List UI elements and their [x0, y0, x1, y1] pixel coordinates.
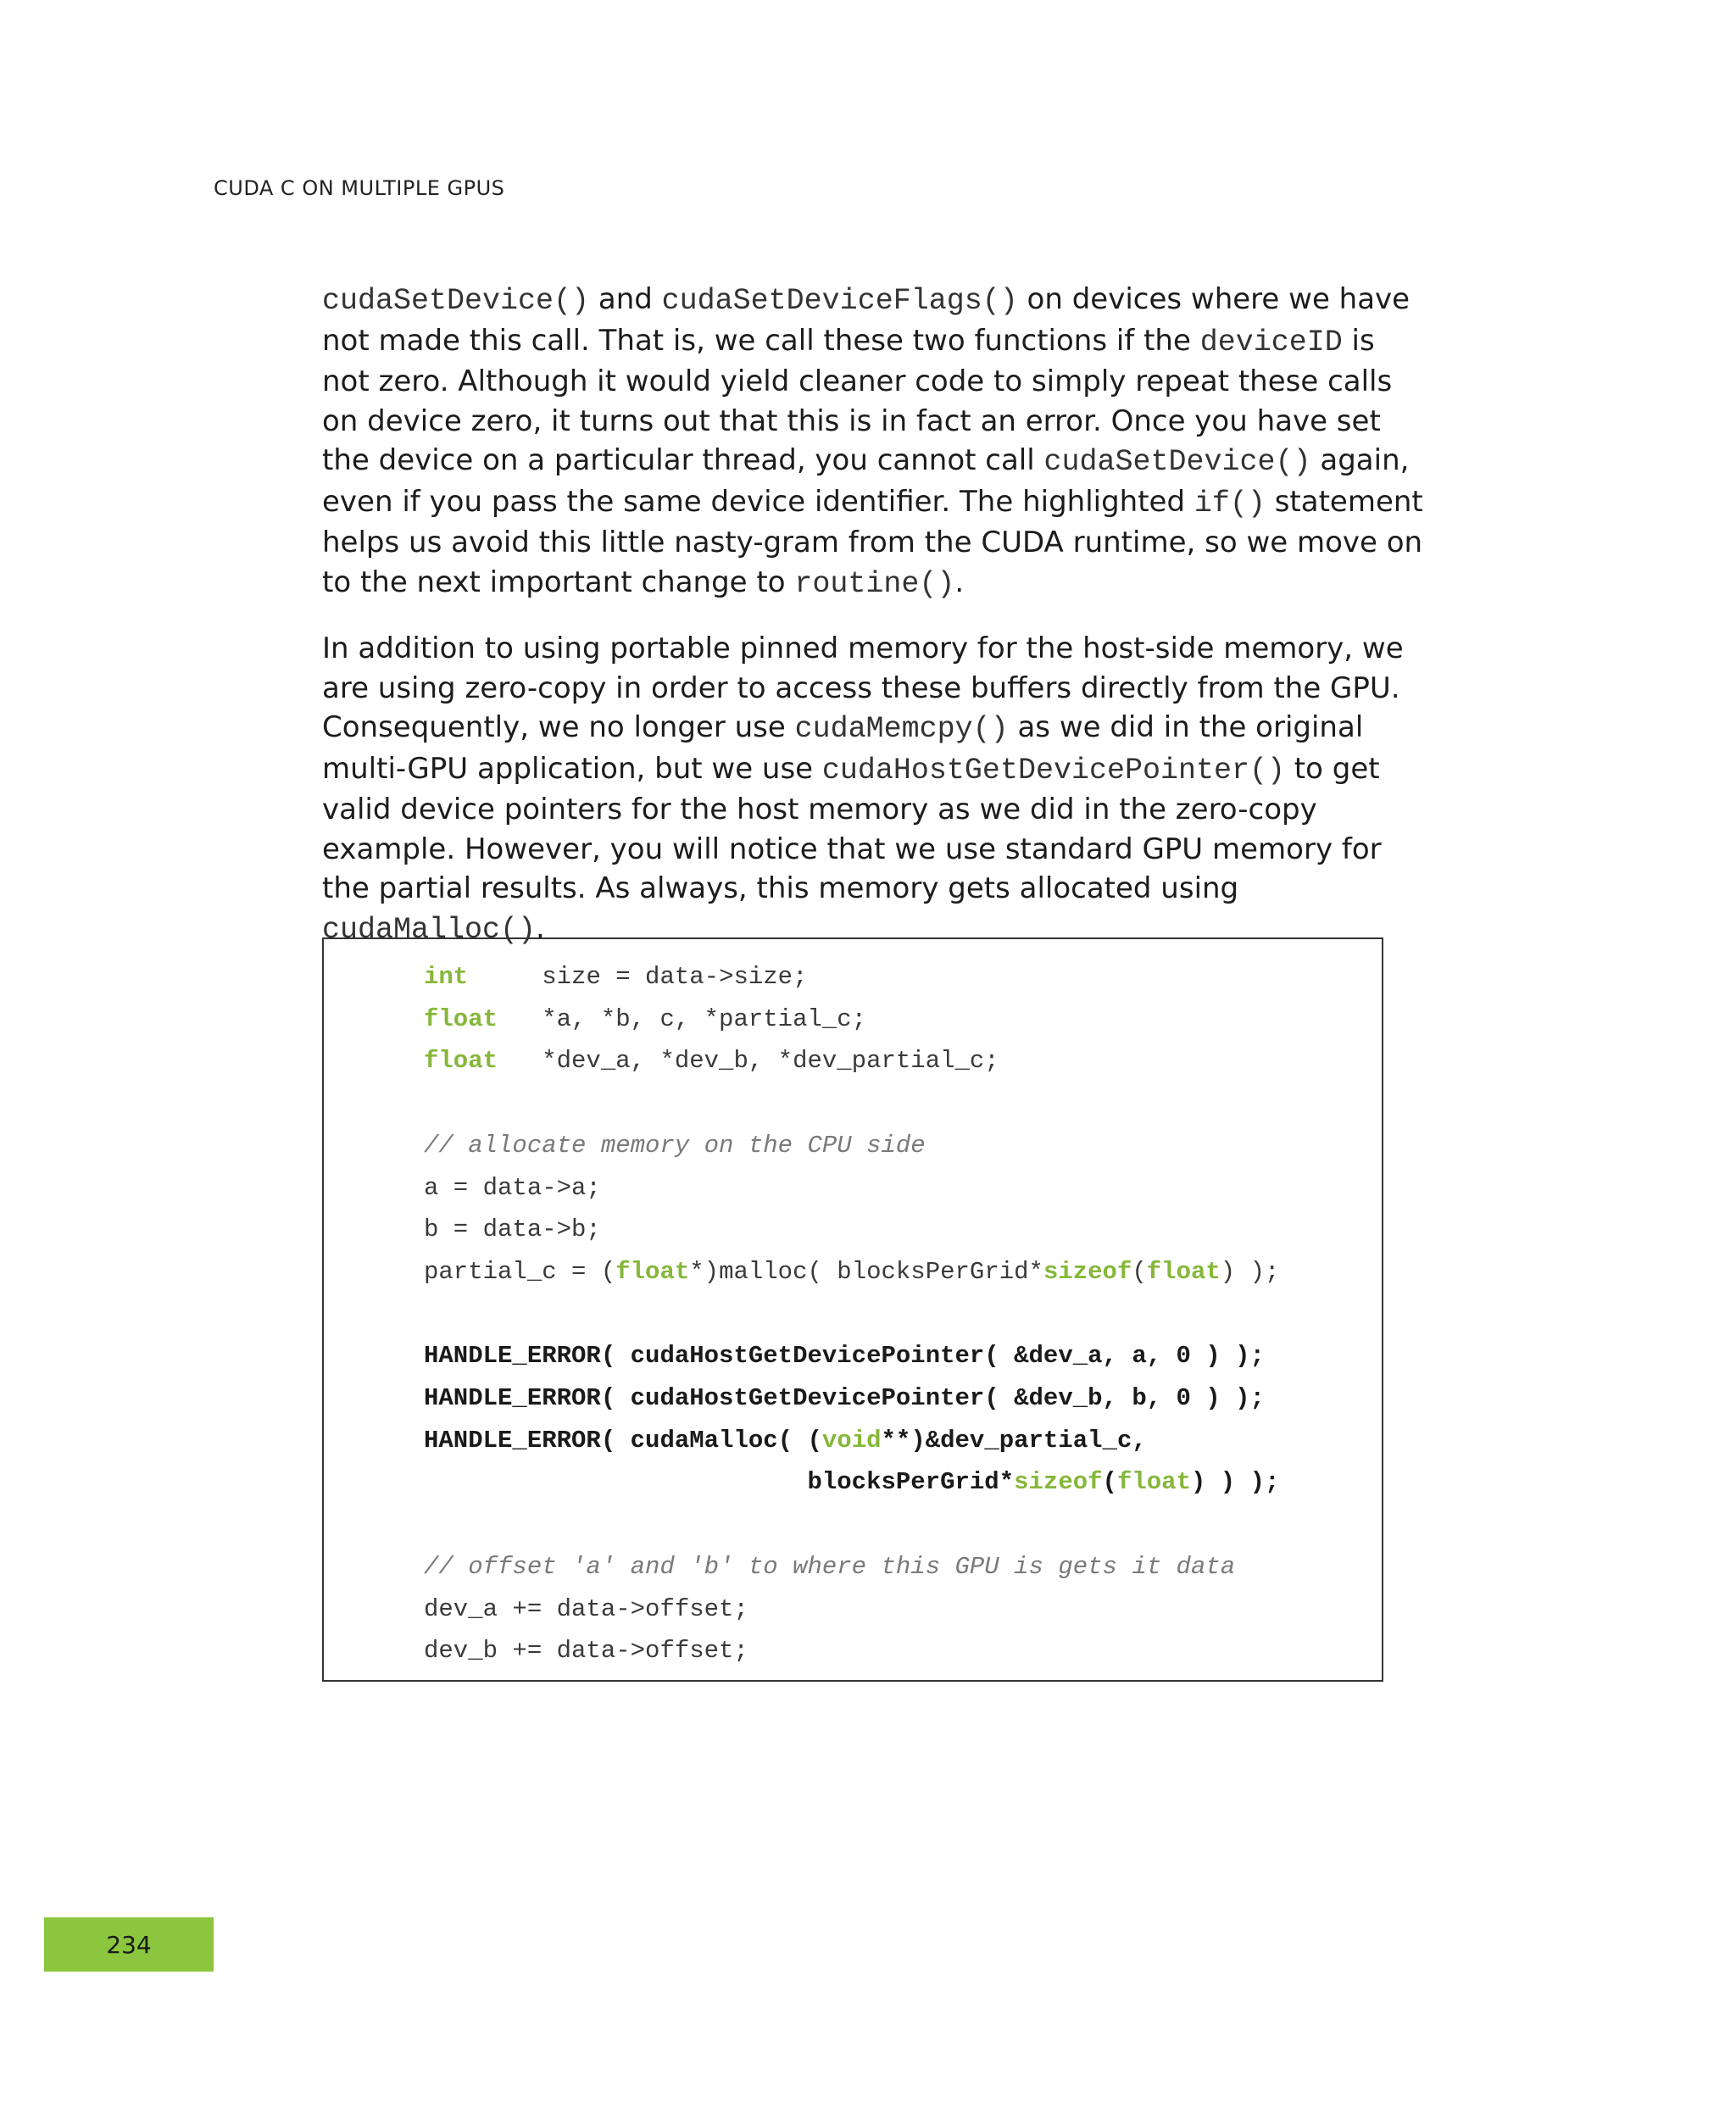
code-text: *a, *b, c, *partial_c; — [498, 1004, 867, 1033]
code-text: **)&dev_partial_c, — [881, 1426, 1147, 1455]
keyword: float — [424, 1047, 498, 1076]
code-text: dev_a += data->offset; — [424, 1594, 748, 1623]
code-text: ( — [1102, 1468, 1117, 1497]
page-number: 234 — [106, 1930, 152, 1959]
text-span: as we did in the original multi-GPU application, but we use — [322, 710, 1364, 786]
highlighted-code — [424, 1468, 1279, 1496]
code-text: blocksPerGrid* — [424, 1468, 1015, 1497]
code-text: *dev_a, *dev_b, *dev_partial_c; — [498, 1047, 999, 1076]
code-comment: // offset 'a' and 'b' to where this GPU is gets it data — [424, 1552, 1236, 1581]
code-text: partial_c = ( — [424, 1257, 616, 1286]
text-span: and — [589, 282, 662, 316]
code-text: ( — [1132, 1257, 1147, 1286]
inline-code: cudaSetDevice() — [1043, 445, 1311, 479]
code-text: dev_b += data->offset; — [424, 1637, 748, 1666]
code-text: ) ); — [1220, 1257, 1280, 1286]
text-span: is not zero. Although it would yield cleaner code to simply repeat these calls on device zero, it turns out that this is in fact an error. Once you have set the device on a particular thread, you cannot call — [322, 323, 1393, 477]
text-span: statement helps us avoid this little nasty-gram from the CUDA runtime, so we move on to the next important change to — [322, 484, 1423, 599]
keyword: void — [821, 1426, 882, 1455]
code-block — [424, 956, 1279, 1672]
keyword: float — [424, 1004, 498, 1033]
text-span: In addition to using portable pinned memory for the host-side memory, we are using zero-copy in order to access these buffers directly from the GPU. Consequently, we no longer use — [322, 631, 1404, 744]
running-header: CUDA C ON MULTIPLE GPUS — [214, 176, 505, 200]
text-span: again, even if you pass the same device identifier. The highlighted — [322, 443, 1410, 519]
inline-code: cudaHostGetDevicePointer() — [821, 753, 1285, 787]
text-span: on devices where we have not made this call. That is, we call these two functions if the — [322, 282, 1410, 358]
code-text: b = data->b; — [424, 1216, 601, 1244]
keyword: float — [615, 1257, 690, 1286]
keyword: float — [1116, 1468, 1191, 1497]
paragraph-2 — [322, 629, 1424, 949]
code-text: HANDLE_ERROR( cudaMalloc( ( — [424, 1426, 822, 1455]
inline-code: cudaMemcpy() — [794, 712, 1009, 746]
text-span: to get valid device pointers for the host memory as we did in the zero-copy example. However, you will notice that we use standard GPU memory for the partial results. As always, this memory gets allocated using — [322, 751, 1382, 905]
inline-code: cudaMalloc() — [322, 912, 537, 947]
highlighted-code: HANDLE_ERROR( cudaHostGetDevicePointer( &dev_b, b, 0 ) ); — [424, 1384, 1265, 1413]
inline-code: cudaSetDevice() — [322, 284, 590, 318]
body-text — [322, 280, 1424, 975]
code-text: *)malloc( blocksPerGrid* — [689, 1257, 1043, 1286]
code-listing — [322, 937, 1383, 1682]
code-text: ) ) ); — [1190, 1468, 1280, 1497]
highlighted-code: HANDLE_ERROR( cudaHostGetDevicePointer( &dev_a, a, 0 ) ); — [424, 1342, 1265, 1371]
inline-code: cudaSetDeviceFlags() — [661, 284, 1018, 318]
code-comment: // allocate memory on the CPU side — [424, 1131, 926, 1160]
code-text: a = data->a; — [424, 1173, 601, 1202]
keyword: sizeof — [1043, 1257, 1132, 1286]
inline-code: if() — [1194, 486, 1266, 520]
highlighted-code — [424, 1427, 1147, 1455]
keyword: sizeof — [1014, 1468, 1103, 1497]
inline-code: deviceID — [1199, 325, 1343, 359]
paragraph-1 — [322, 280, 1424, 604]
keyword: float — [1146, 1257, 1221, 1286]
keyword: int — [424, 963, 469, 991]
code-text: size = data->size; — [468, 963, 808, 991]
text-span: . — [536, 910, 545, 945]
inline-code: routine() — [794, 566, 955, 601]
page-number-tab — [44, 1917, 214, 1972]
text-span: . — [954, 565, 965, 599]
